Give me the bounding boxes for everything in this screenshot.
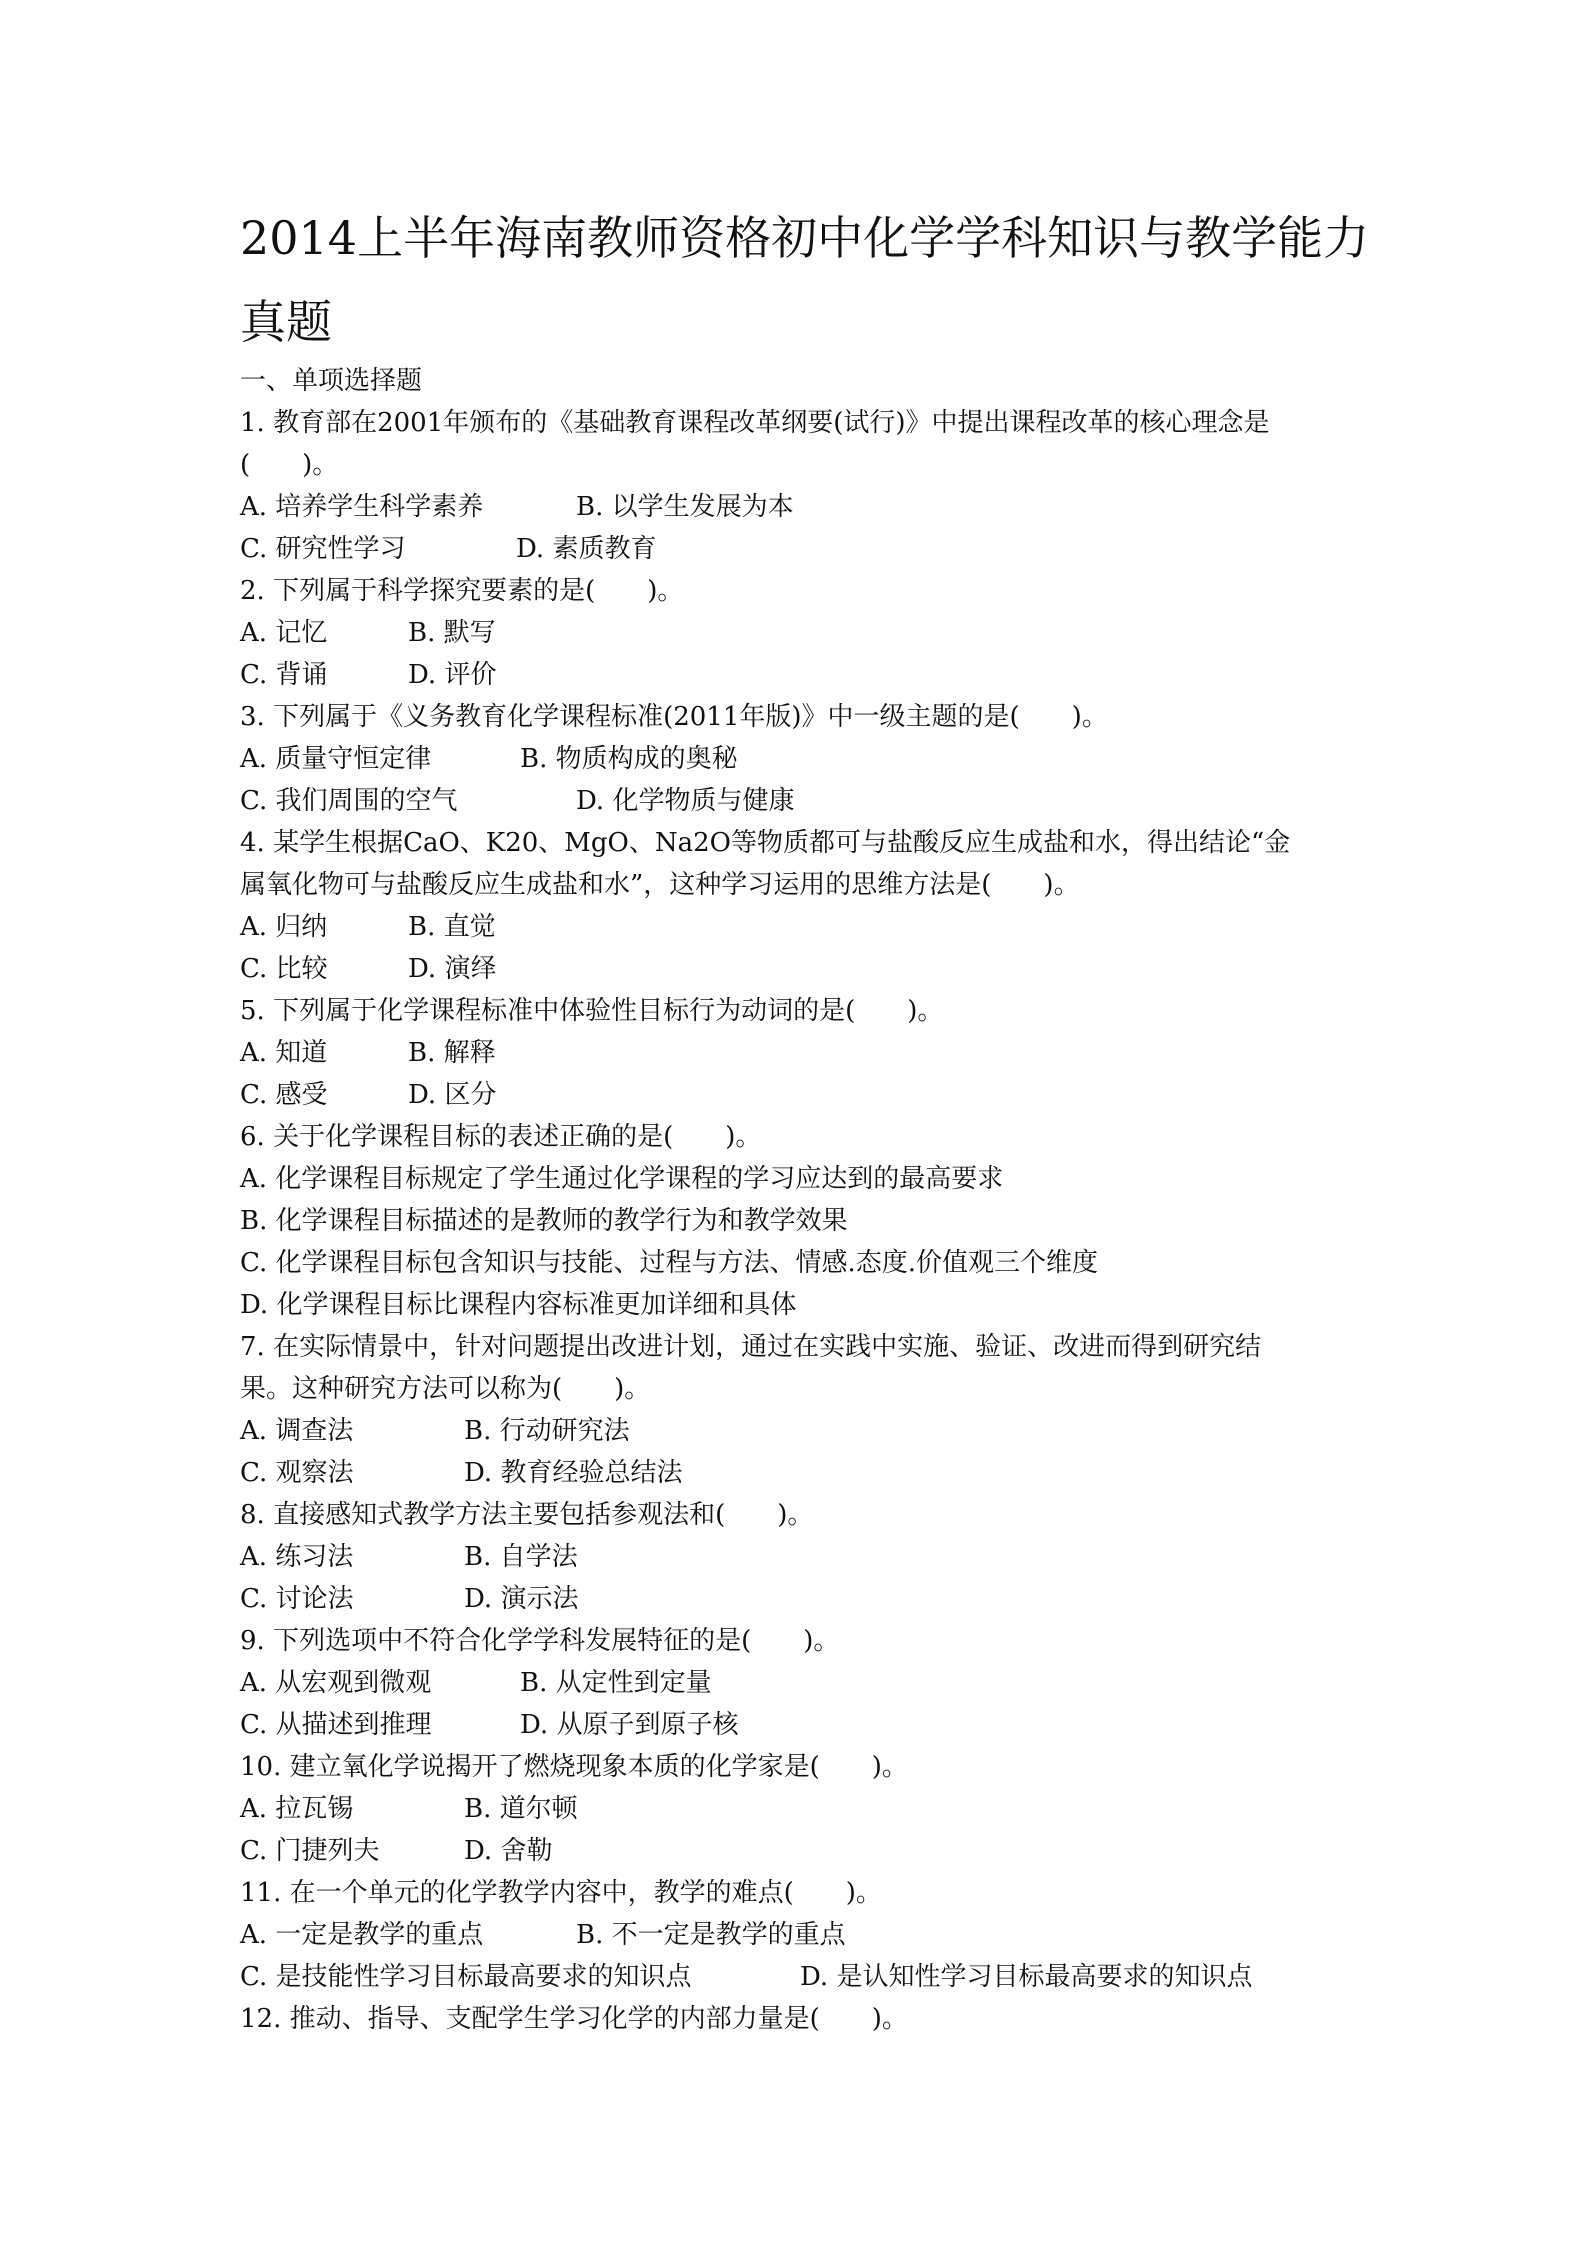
option-b: B. 从定性到定量 [520,1668,712,1698]
option-a: A. 知道 [240,1038,328,1068]
question-5-options-ab [240,1032,1360,1074]
question-1-options-cd [240,528,1360,570]
question-1-options-ab [240,486,1360,528]
option-a: A. 拉瓦锡 [240,1794,354,1824]
question-7-stem-cont: 果。这种研究方法可以称为( )。 [240,1374,651,1404]
option-b: B. 直觉 [408,912,496,942]
option-c: C. 比较 [240,954,328,984]
question-2-options-ab [240,612,1360,654]
question-2-options-cd [240,654,1360,696]
section-heading: 一、单项选择题 [240,366,423,396]
option-a: A. 从宏观到微观 [240,1668,432,1698]
option-d: D. 评价 [408,660,497,690]
question-10-options-ab [240,1788,1360,1830]
option-d: D. 演绎 [408,954,497,984]
option-b: B. 物质构成的奥秘 [520,744,738,774]
option-b: B. 自学法 [464,1542,578,1572]
option-c: C. 背诵 [240,660,328,690]
question-7-options-cd [240,1452,1360,1494]
question-11-stem: 11. 在一个单元的化学教学内容中，教学的难点( )。 [240,1878,882,1908]
option-a: A. 归纳 [240,912,328,942]
question-7-options-ab [240,1410,1360,1452]
question-2-stem: 2. 下列属于科学探究要素的是( )。 [240,576,684,606]
option-c: C. 研究性学习 [240,534,406,564]
option-c: C. 从描述到推理 [240,1710,432,1740]
document-title: 2014上半年海南教师资格初中化学学科知识与教学能力真题 [240,211,1370,349]
question-4-stem-cont: 属氧化物可与盐酸反应生成盐和水”，这种学习运用的思维方法是( )。 [240,870,1080,900]
option-c: C. 观察法 [240,1458,354,1488]
option-c: C. 我们周围的空气 [240,786,458,816]
option-a: A. 培养学生科学素养 [240,492,484,522]
question-5-stem: 5. 下列属于化学课程标准中体验性目标行为动词的是( )。 [240,996,944,1026]
option-a: A. 练习法 [240,1542,354,1572]
option-d: D. 从原子到原子核 [520,1710,739,1740]
option-d: D. 化学物质与健康 [576,786,795,816]
question-8-options-cd [240,1578,1360,1620]
question-11-options-cd [240,1956,1360,1998]
option-c: C. 是技能性学习目标最高要求的知识点 [240,1962,692,1992]
question-6-option-a: A. 化学课程目标规定了学生通过化学课程的学习应达到的最高要求 [240,1164,1004,1194]
option-c: C. 感受 [240,1080,328,1110]
option-b: B. 解释 [408,1038,496,1068]
option-d: D. 教育经验总结法 [464,1458,683,1488]
option-d: D. 区分 [408,1080,497,1110]
option-a: A. 一定是教学的重点 [240,1920,484,1950]
option-c: C. 讨论法 [240,1584,354,1614]
question-11-options-ab [240,1914,1360,1956]
option-d: D. 是认知性学习目标最高要求的知识点 [800,1962,1253,1992]
question-4-options-ab [240,906,1360,948]
option-c: C. 门捷列夫 [240,1836,380,1866]
option-b: B. 不一定是教学的重点 [576,1920,846,1950]
question-4-options-cd [240,948,1360,990]
option-b: B. 行动研究法 [464,1416,630,1446]
question-12-stem: 12. 推动、指导、支配学生学习化学的内部力量是( )。 [240,2004,908,2034]
question-9-options-ab [240,1662,1360,1704]
option-b: B. 道尔顿 [464,1794,578,1824]
question-list [240,360,1360,2040]
question-8-stem: 8. 直接感知式教学方法主要包括参观法和( )。 [240,1500,814,1530]
question-10-stem: 10. 建立氧化学说揭开了燃烧现象本质的化学家是( )。 [240,1752,908,1782]
question-10-options-cd [240,1830,1360,1872]
option-a: A. 记忆 [240,618,328,648]
option-d: D. 素质教育 [516,534,657,564]
option-a: A. 质量守恒定律 [240,744,432,774]
question-3-options-ab [240,738,1360,780]
question-3-stem: 3. 下列属于《义务教育化学课程标准(2011年版)》中一级主题的是( )。 [240,702,1108,732]
question-6-stem: 6. 关于化学课程目标的表述正确的是( )。 [240,1122,762,1152]
question-1-stem: 1. 教育部在2001年颁布的《基础教育课程改革纲要(试行)》中提出课程改革的核心理念是 [240,408,1270,438]
question-1-stem-cont: ( )。 [240,450,339,480]
option-d: D. 舍勒 [464,1836,553,1866]
question-5-options-cd [240,1074,1360,1116]
question-6-option-b: B. 化学课程目标描述的是教师的教学行为和教学效果 [240,1206,848,1236]
option-b: B. 以学生发展为本 [576,492,794,522]
option-a: A. 调查法 [240,1416,354,1446]
question-8-options-ab [240,1536,1360,1578]
option-b: B. 默写 [408,618,496,648]
question-4-stem: 4. 某学生根据CaO、K20、MgO、Na2O等物质都可与盐酸反应生成盐和水，得出结论“金 [240,828,1291,858]
question-7-stem: 7. 在实际情景中，针对问题提出改进计划，通过在实践中实施、验证、改进而得到研究结 [240,1332,1262,1362]
question-6-option-c: C. 化学课程目标包含知识与技能、过程与方法、情感.态度.价值观三个维度 [240,1248,1099,1278]
question-3-options-cd [240,780,1360,822]
option-d: D. 演示法 [464,1584,579,1614]
question-9-stem: 9. 下列选项中不符合化学学科发展特征的是( )。 [240,1626,840,1656]
question-6-option-d: D. 化学课程目标比课程内容标准更加详细和具体 [240,1290,797,1320]
question-9-options-cd [240,1704,1360,1746]
